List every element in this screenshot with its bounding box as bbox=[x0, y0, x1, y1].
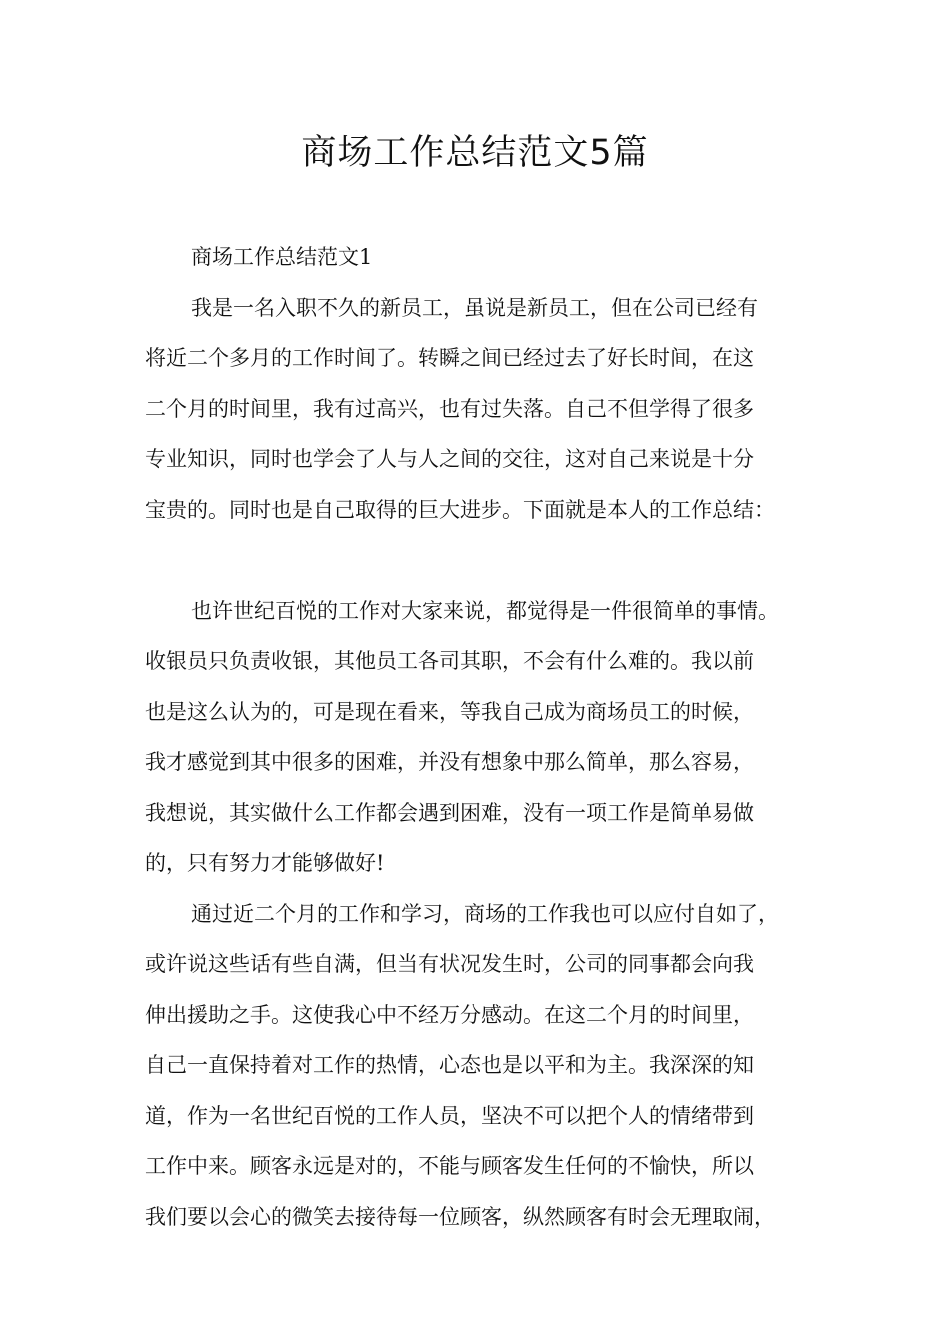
paragraph-1 bbox=[145, 283, 835, 536]
paragraph-line: 宝贵的。同时也是自己取得的巨大进步。下面就是本人的工作总结： bbox=[145, 497, 775, 522]
paragraph-line: 我们要以会心的微笑去接待每一位顾客，纵然顾客有时会无理取闹， bbox=[145, 1204, 775, 1229]
document-title: 商场工作总结范文5篇 bbox=[301, 133, 649, 173]
paragraph-gap bbox=[145, 535, 835, 586]
paragraph-line: 我想说，其实做什么工作都会遇到困难，没有一项工作是简单易做 bbox=[145, 800, 754, 825]
paragraph-line: 通过近二个月的工作和学习，商场的工作我也可以应付自如了， bbox=[191, 901, 779, 926]
document-body bbox=[145, 232, 835, 1242]
paragraph-line: 二个月的时间里，我有过高兴，也有过失落。自己不但学得了很多 bbox=[145, 396, 754, 421]
paragraph-3 bbox=[145, 889, 835, 1243]
paragraph-line: 我是一名入职不久的新员工，虽说是新员工，但在公司已经有 bbox=[191, 295, 758, 320]
paragraph-line: 我才感觉到其中很多的困难，并没有想象中那么简单，那么容易， bbox=[145, 750, 754, 774]
paragraph-line: 收银员只负责收银，其他员工各司其职，不会有什么难的。我以前 bbox=[145, 649, 754, 673]
paragraph-line: 伸出援助之手。这使我心中不经万分感动。在这二个月的时间里， bbox=[145, 1002, 754, 1027]
paragraph-line: 或许说这些话有些自满，但当有状况发生时，公司的同事都会向我 bbox=[145, 952, 754, 976]
paragraph-line: 工作中来。顾客永远是对的，不能与顾客发生任何的不愉快，所以 bbox=[145, 1154, 754, 1178]
paragraph-line: 专业知识，同时也学会了人与人之间的交往，这对自己来说是十分 bbox=[145, 447, 754, 471]
paragraph-line: 也是这么认为的，可是现在看来，等我自己成为商场员工的时候， bbox=[145, 699, 754, 724]
section-heading: 商场工作总结范文1 bbox=[191, 245, 373, 269]
paragraph-line: 道，作为一名世纪百悦的工作人员，坚决不可以把个人的情绪带到 bbox=[145, 1103, 754, 1128]
paragraph-2 bbox=[145, 586, 835, 889]
paragraph-line: 将近二个多月的工作时间了。转瞬之间已经过去了好长时间，在这 bbox=[145, 346, 754, 370]
paragraph-line: 也许世纪百悦的工作对大家来说，都觉得是一件很简单的事情。 bbox=[191, 598, 779, 623]
paragraph-line: 自己一直保持着对工作的热情，心态也是以平和为主。我深深的知 bbox=[145, 1053, 754, 1077]
paragraph-line: 的，只有努力才能够做好! bbox=[145, 851, 385, 875]
